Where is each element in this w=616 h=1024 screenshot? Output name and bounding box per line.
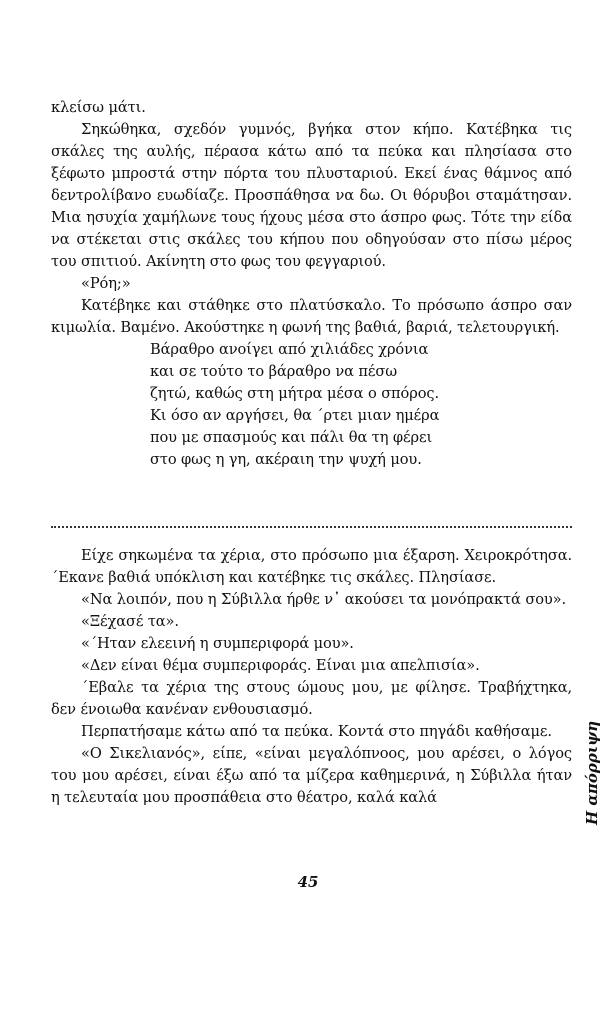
poem-line: Βάραθρο ανοίγει από χιλιάδες χρόνια xyxy=(150,341,429,358)
poem-line: που με σπασμούς και πάλι θα τη φέρει xyxy=(150,429,433,446)
paragraph: «Να λοιπόν, που η Σύβιλλα ήρθε ν᾽ ακούσει τα μονόπρακτά σου». xyxy=(81,591,567,608)
paragraph: Κατέβηκε και στάθηκε στο πλατύσκαλο. Το πρόσωπο άσπρο σαν κιμωλία. Βαμένο. Ακούστηκε η φωνή της βαθιά, βαριά, τελετουργική. xyxy=(51,297,572,336)
poem-line: ζητώ, καθώς στη μήτρα μέσα ο σπόρος. xyxy=(150,385,440,402)
paragraph: «Ρόη;» xyxy=(81,275,131,292)
paragraph: «Ξέχασέ τα». xyxy=(81,613,179,630)
poem-line: στο φως η γη, ακέραιη την ψυχή μου. xyxy=(150,451,422,468)
running-title: Η απόρριψη xyxy=(583,720,601,825)
poem-verse xyxy=(51,339,572,471)
poem-line: και σε τούτο το βάραθρο να πέσω xyxy=(150,363,398,380)
section-divider xyxy=(51,526,572,528)
paragraph: Περπατήσαμε κάτω από τα πεύκα. Κοντά στο πηγάδι καθήσαμε. xyxy=(81,723,552,740)
paragraph: «΄Ηταν ελεεινή η συμπεριφορά μου». xyxy=(81,635,354,652)
poem-line: Κι όσο αν αργήσει, θα ΄ρτει μιαν ημέρα xyxy=(150,407,440,424)
paragraph: κλείσω μάτι. xyxy=(51,99,146,116)
page-number: 45 xyxy=(297,873,319,891)
bottom-text-block xyxy=(51,545,572,809)
top-text-block xyxy=(51,97,572,471)
paragraph: ΄Εβαλε τα χέρια της στους ώμους μου, με φίλησε. Τραβήχτηκα, δεν ένοιωθα κανέναν ενθουσιασμό. xyxy=(51,679,572,718)
paragraph: «Δεν είναι θέμα συμπεριφοράς. Είναι μια απελπισία». xyxy=(81,657,480,674)
paragraph: Είχε σηκωμένα τα χέρια, στο πρόσωπο μια έξαρση. Χειροκρότησα. ΄Εκανε βαθιά υπόκλιση και κατέβηκε τις σκάλες. Πλησίασε. xyxy=(51,547,572,586)
paragraph: Σηκώθηκα, σχεδόν γυμνός, βγήκα στον κήπο. Κατέβηκα τις σκάλες της αυλής, πέρασα κάτω από τα πεύκα και πλησίασα στο ξέφωτο μπροστά στην πόρτα του πλυσταριού. Εκεί ένας θάμνος από δεντρολίβανο ευωδίαζε. Προσπάθησα να δω. Οι θόρυβοι σταμάτησαν. Μια ησυχία χαμήλωνε τους ήχους μέσα στο άσπρο φως. Τότε την είδα να στέκεται στις σκάλες του κήπου που οδηγούσαν στο πίσω μέρος του σπιτιού. Ακίνητη στο φως του φεγγαριού. xyxy=(51,121,572,270)
paragraph: «Ο Σικελιανός», είπε, «είναι μεγαλόπνοος, μου αρέσει, ο λόγος του μου αρέσει, είναι έξω από τα μίζερα καθημερινά, η Σύβιλλα ήταν η τελευταία μου προσπάθεια στο θέατρο, καλά καλά xyxy=(51,745,572,806)
